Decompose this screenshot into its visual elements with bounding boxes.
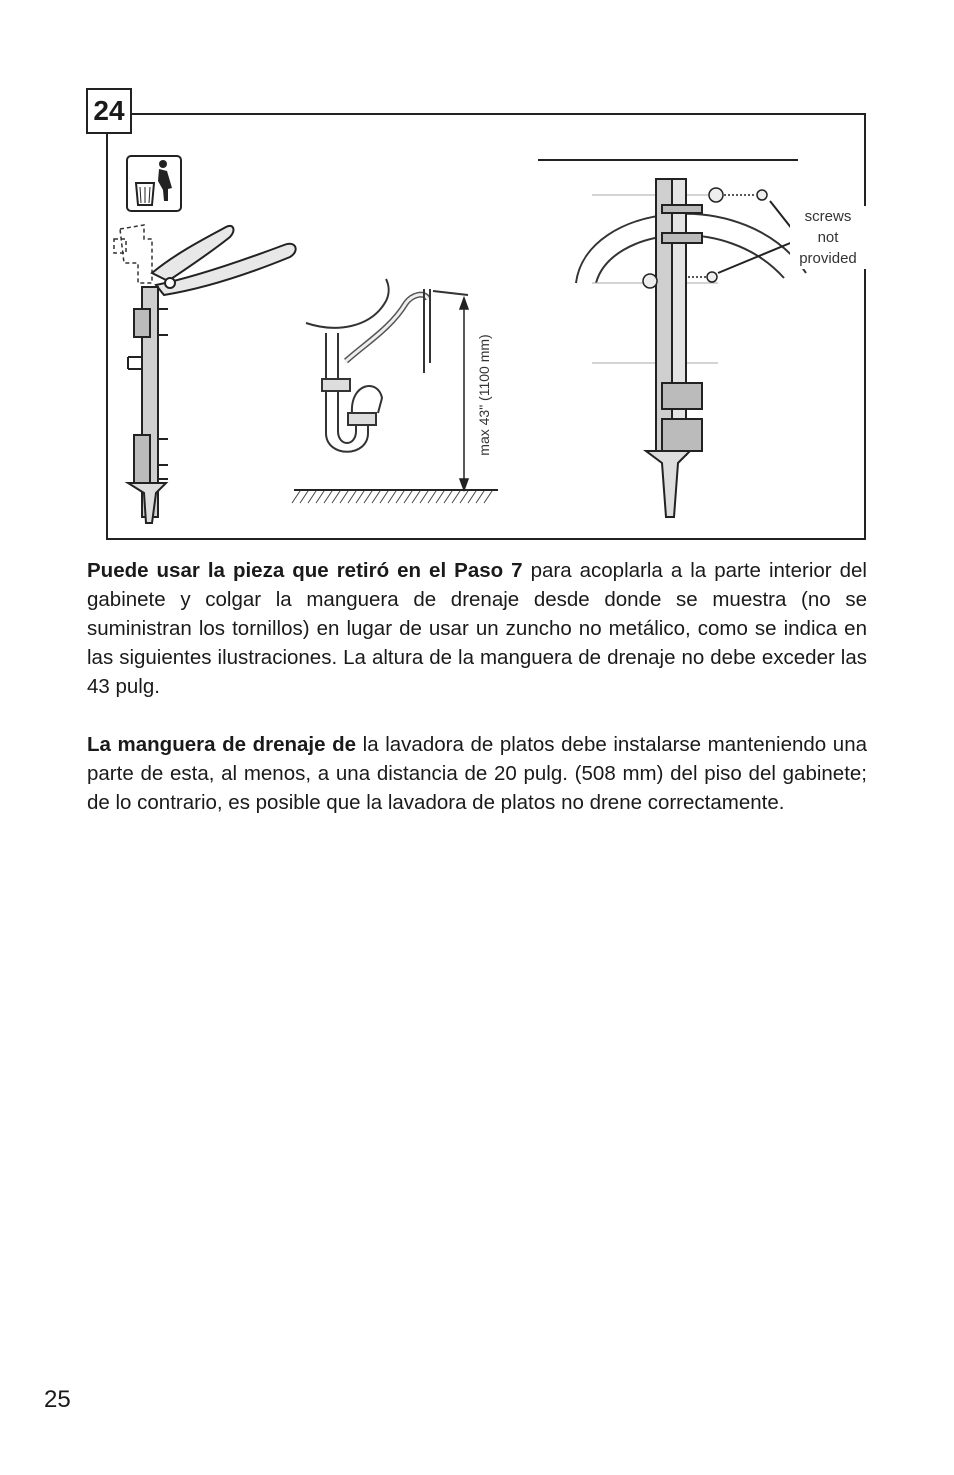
pliers-icon <box>152 226 296 295</box>
installation-illustration <box>106 113 866 540</box>
recycle-bin-icon <box>127 156 181 211</box>
callout-line-1: screws <box>804 208 852 225</box>
dimension-arrow <box>460 298 468 490</box>
paragraph-2-body: la lavadora de platos debe instalarse manteniendo una parte de esta, al menos, a una distancia de 20 pulg. (508 mm) del piso del gabinete; de lo contrario, es posible que la lavadora de platos no drene correctamente. <box>87 733 868 814</box>
step-number: 24 <box>86 88 132 134</box>
removed-part-outline <box>114 225 152 283</box>
instruction-paragraph-2 <box>87 730 867 817</box>
paragraph-1-lead: Puede usar la pieza que retiró en el Paso 7 <box>87 559 523 582</box>
paragraph-1-body: para acoplarla a la parte interior del gabinete y colgar la manguera de drenaje desde donde se muestra (no se suministran los tornillos) en lugar de usar un zuncho no metálico, como se indica en las siguientes ilustraciones. La altura de la manguera de drenaje no debe exceder las 43 pulg. <box>87 559 867 698</box>
drain-hose-clip-icon <box>128 287 168 523</box>
paragraph-2-lead: La manguera de drenaje de <box>87 733 357 756</box>
callout-line-2: not <box>817 229 839 246</box>
floor-hatching <box>292 491 492 503</box>
screws-callout <box>790 206 866 269</box>
page-number: 25 <box>44 1386 71 1413</box>
sink-trap-icon <box>294 279 498 490</box>
mounting-clip-icon <box>646 179 702 517</box>
instruction-paragraph-1 <box>87 556 867 701</box>
callout-line-3: provided <box>799 250 857 267</box>
max-height-label: max 43" (1100 mm) <box>476 334 492 456</box>
